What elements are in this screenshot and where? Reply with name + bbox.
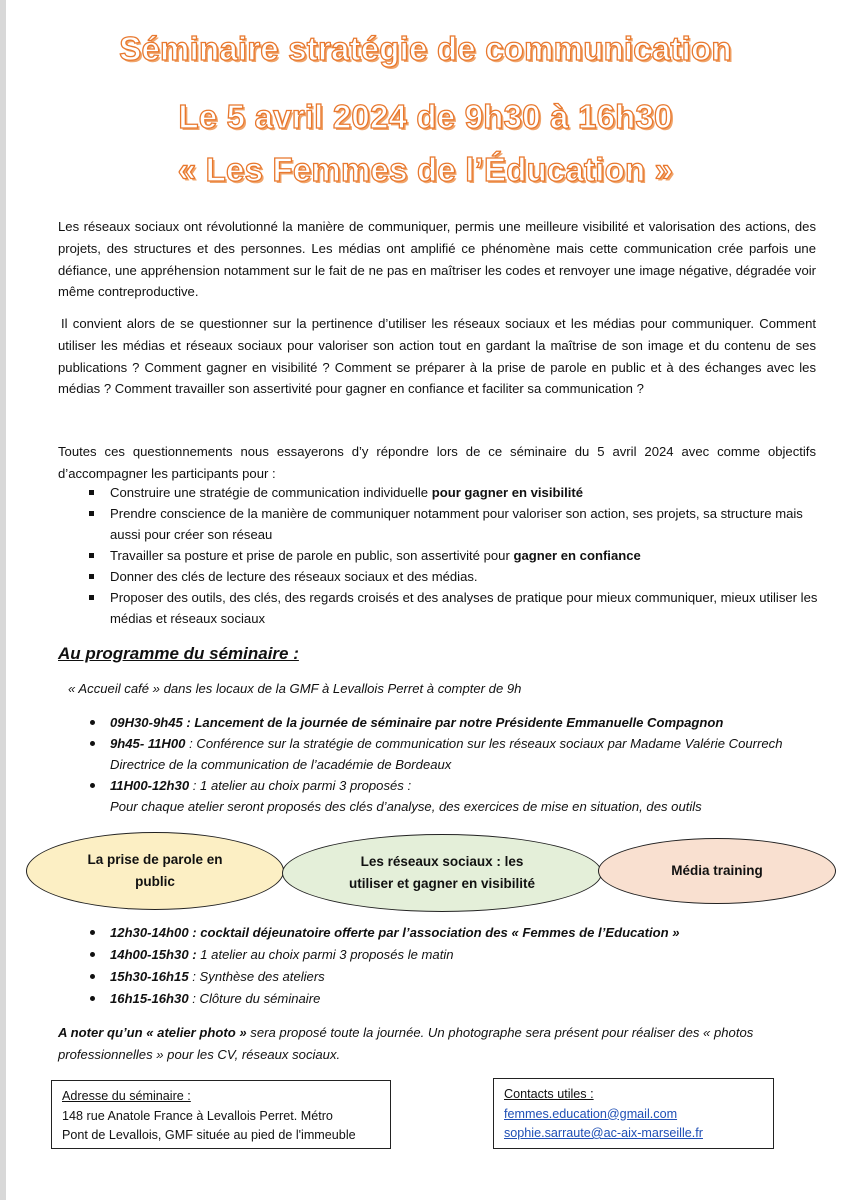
schedule-item bbox=[86, 966, 826, 988]
schedule-text: : Conférence sur la stratégie de communication sur les réseaux sociaux par Madame Valérie Courrech Directrice de la communication de l’académie de Bordeaux bbox=[110, 736, 783, 772]
address-line-2: Pont de Levallois, GMF située au pied de l'immeuble bbox=[62, 1128, 356, 1142]
objectives-list bbox=[86, 482, 818, 629]
objective-bold: gagner en confiance bbox=[513, 548, 641, 563]
email-link-sophie-sarraute[interactable]: sophie.sarraute@ac-aix-marseille.fr bbox=[504, 1126, 703, 1140]
contacts-label: Contacts utiles : bbox=[504, 1087, 594, 1101]
schedule-time: 09H30-9h45 : Lancement de la journée de séminaire par notre Présidente Emmanuelle Compagnon bbox=[110, 715, 724, 730]
objective-text: Proposer des outils, des clés, des regards croisés et des analyses de pratique pour mieux communiquer, mieux utiliser les médias et réseaux sociaux bbox=[110, 590, 818, 626]
objective-text: Donner des clés de lecture des réseaux sociaux et des médias. bbox=[110, 569, 478, 584]
atelier-label: La prise de parole en public bbox=[87, 852, 223, 889]
address-label: Adresse du séminaire : bbox=[62, 1089, 191, 1103]
objective-bold: pour gagner en visibilité bbox=[431, 485, 584, 500]
contacts-box bbox=[493, 1078, 774, 1149]
schedule-item bbox=[86, 775, 826, 817]
schedule-time: 11H00-12h30 bbox=[110, 778, 190, 793]
schedule-item bbox=[86, 944, 826, 966]
afternoon-schedule bbox=[86, 922, 826, 1010]
schedule-item bbox=[86, 712, 826, 733]
intro-paragraph-2: Il convient alors de se questionner sur la pertinence d’utiliser les réseaux sociaux et les médias pour communiquer. Comment utiliser les médias et réseaux sociaux pour valoriser son action tout en gardant la maîtrise de son image et du contenu de ses publications ? Comment gagner en visibilité ? Comment se préparer à la prise de parole en public et à des échanges avec les médias ? Comment travailler son assertivité pour gagner en confiance et faciliter sa communication ? bbox=[58, 316, 816, 397]
address-line-1: 148 rue Anatole France à Levallois Perret. Métro bbox=[62, 1108, 333, 1123]
atelier-reseaux-sociaux bbox=[282, 834, 602, 912]
schedule-text: : Synthèse des ateliers bbox=[188, 969, 325, 984]
schedule-text: 1 atelier au choix parmi 3 proposés le matin bbox=[196, 947, 454, 962]
schedule-text: : Clôture du séminaire bbox=[188, 991, 321, 1006]
title-line-1: Séminaire stratégie de communication bbox=[119, 30, 732, 67]
schedule-item bbox=[86, 733, 826, 775]
title-line-2: Le 5 avril 2024 de 9h30 à 16h30 bbox=[178, 98, 673, 135]
intro-paragraph-3: Toutes ces questionnements nous essayerons d’y répondre lors de ce séminaire du 5 avril 2024 avec comme objectifs d’accompagner les participants pour : bbox=[58, 444, 816, 481]
objective-item bbox=[86, 566, 818, 587]
schedule-time: 14h00-15h30 : bbox=[110, 947, 197, 962]
programme-heading: Au programme du séminaire : bbox=[58, 644, 299, 663]
note-bold: A noter qu’un « atelier photo » bbox=[58, 1025, 247, 1040]
schedule-time: 16h15-16h30 bbox=[110, 991, 189, 1006]
note-text: sera proposé toute la journée. Un photographe sera présent pour réaliser des « photos professionnelles » pour les CV, réseaux sociaux. bbox=[58, 1025, 754, 1062]
schedule-time: 9h45- 11H00 bbox=[110, 736, 186, 751]
atelier-label: Les réseaux sociaux : les utiliser et gagner en visibilité bbox=[348, 854, 536, 891]
objective-item bbox=[86, 587, 818, 629]
morning-schedule bbox=[86, 712, 826, 817]
objective-text: Travailler sa posture et prise de parole en public, son assertivité pour bbox=[110, 548, 514, 563]
intro-paragraph-1: Les réseaux sociaux ont révolutionné la manière de communiquer, permis une meilleure visibilité et valorisation des actions, des projets, des structures et des personnes. Les médias ont amplifié ce phénomène mais cette communication crée parfois une défiance, une appréhension notamment sur le fait de ne pas en maîtriser les codes et renvoyer une image négative, dégradée voir même contreproductive. bbox=[58, 219, 816, 300]
address-box bbox=[51, 1080, 391, 1149]
schedule-time: 12h30-14h00 : cocktail déjeunatoire offerte par l’association des « Femmes de l’Education » bbox=[110, 925, 680, 940]
atelier-prise-de-parole bbox=[26, 832, 284, 910]
atelier-media-training bbox=[598, 838, 836, 904]
title-line-3: « Les Femmes de l’Éducation » bbox=[177, 151, 674, 188]
objective-text: Construire une stratégie de communication individuelle bbox=[110, 485, 432, 500]
schedule-item bbox=[86, 922, 826, 944]
schedule-item bbox=[86, 988, 826, 1010]
objective-text: Prendre conscience de la manière de communiquer notamment pour valoriser son action, ses projets, sa structure mais aussi pour créer son réseau bbox=[110, 506, 803, 542]
objective-item bbox=[86, 545, 818, 566]
atelier-label: Média training bbox=[671, 863, 763, 878]
schedule-subtext: Pour chaque atelier seront proposés des clés d’analyse, des exercices de mise en situation, des outils bbox=[110, 799, 702, 814]
email-link-femmes-education[interactable]: femmes.education@gmail.com bbox=[504, 1106, 678, 1121]
accueil-text: « Accueil café » dans les locaux de la GMF à Levallois Perret à compter de 9h bbox=[68, 681, 522, 696]
objective-item bbox=[86, 482, 818, 503]
schedule-text: : 1 atelier au choix parmi 3 proposés : bbox=[189, 778, 412, 793]
schedule-time: 15h30-16h15 bbox=[110, 969, 189, 984]
photo-note bbox=[58, 1022, 828, 1065]
objective-item bbox=[86, 503, 818, 545]
